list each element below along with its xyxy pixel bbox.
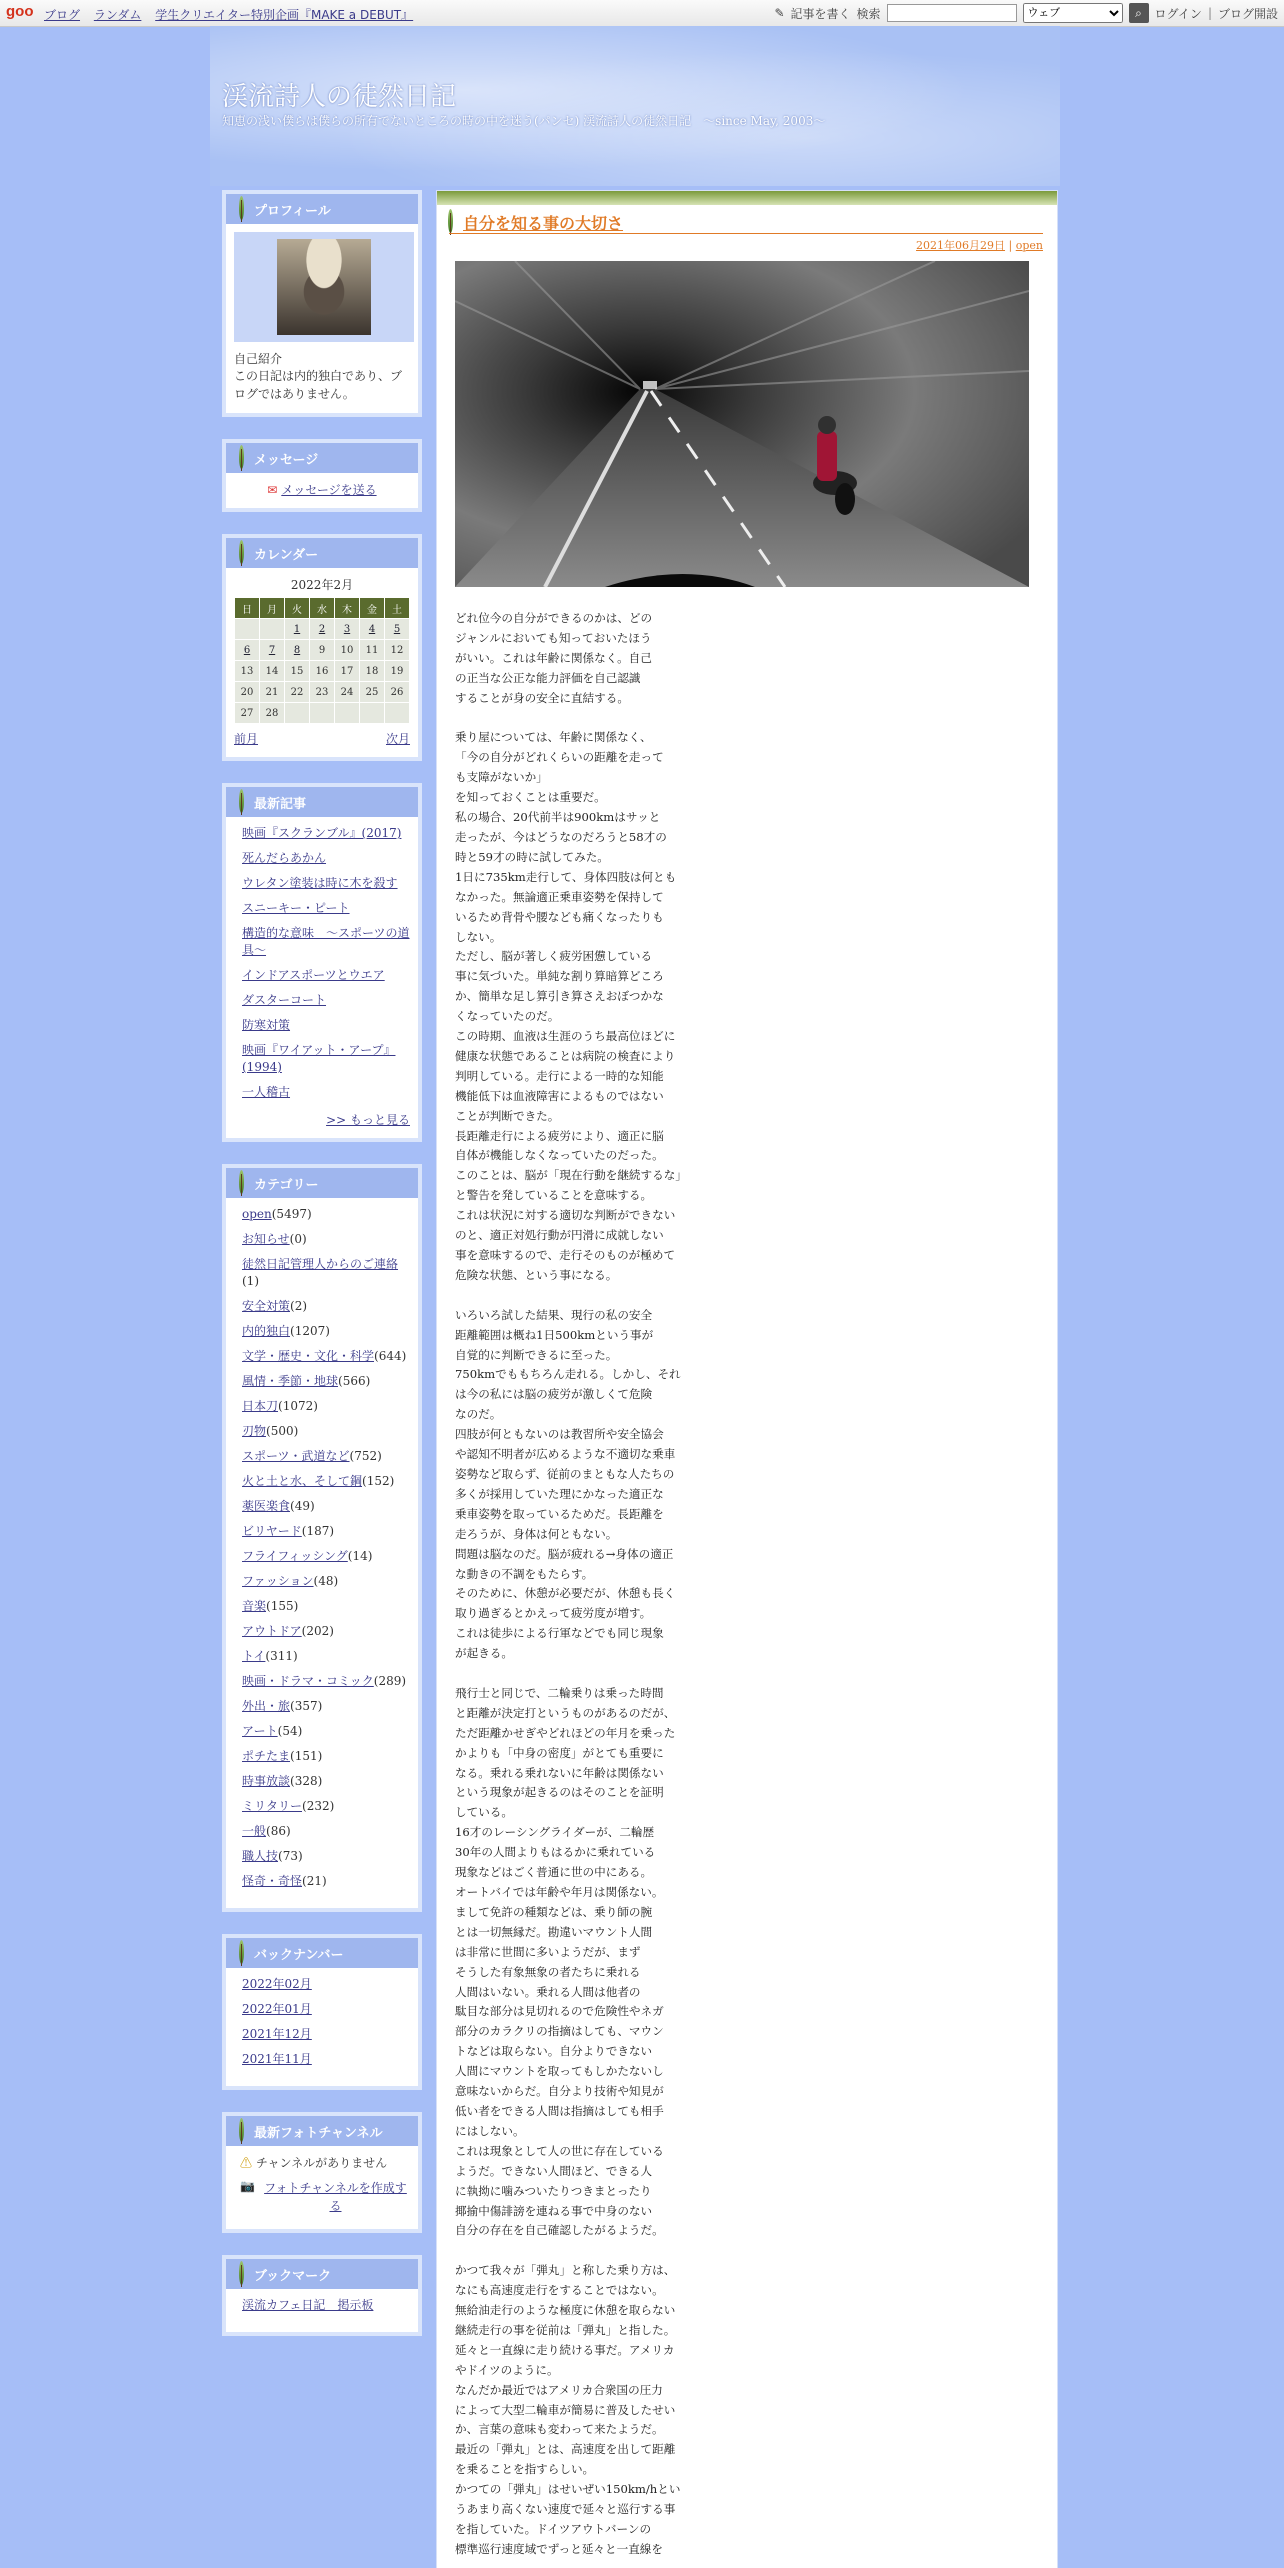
title-divider	[449, 233, 1043, 234]
category-count: (0)	[289, 1232, 307, 1246]
category-count: (289)	[373, 1674, 407, 1688]
recent-post-item	[242, 850, 410, 867]
category-link[interactable]: トイ	[242, 1649, 266, 1663]
recent-post-item	[242, 900, 410, 917]
category-item	[242, 1256, 410, 1290]
category-item	[242, 1573, 410, 1590]
category-link[interactable]: 薬医楽食	[242, 1499, 291, 1513]
category-link[interactable]: 怪奇・奇怪	[242, 1874, 303, 1888]
category-link[interactable]: 風情・季節・地球	[242, 1374, 339, 1388]
category-link[interactable]: アート	[242, 1724, 278, 1738]
category-item	[242, 1423, 410, 1440]
recent-post-item	[242, 925, 410, 959]
calendar-day: 15	[285, 661, 310, 682]
recent-post-link[interactable]: 防寒対策	[242, 1018, 291, 1032]
recent-heading	[226, 787, 418, 817]
leaf-icon	[236, 2118, 246, 2144]
profile-heading	[226, 194, 418, 224]
calendar-day[interactable]: 1	[285, 619, 310, 640]
recent-posts-box	[222, 783, 422, 1142]
recent-post-link[interactable]: ウレタン塗装は時に木を殺す	[242, 876, 398, 890]
category-item	[242, 1323, 410, 1340]
category-item	[242, 1373, 410, 1390]
calendar-day[interactable]: 6	[235, 640, 260, 661]
category-count: (500)	[266, 1424, 299, 1438]
camera-icon: 📷	[240, 2179, 255, 2193]
photochannel-heading	[226, 2116, 418, 2146]
backnumber-link[interactable]: 2021年11月	[242, 2052, 312, 2066]
message-box	[222, 439, 422, 512]
leaf-icon	[236, 1170, 246, 1196]
send-message-link[interactable]: メッセージを送る	[281, 483, 377, 497]
category-link[interactable]: 内的独白	[242, 1324, 291, 1338]
category-count: (1207)	[290, 1324, 330, 1338]
category-count: (54)	[277, 1724, 303, 1738]
category-link[interactable]: フライフィッシング	[242, 1549, 348, 1563]
category-count: (1)	[242, 1274, 259, 1288]
category-item	[242, 1231, 410, 1248]
calendar-day	[235, 619, 260, 640]
category-item	[242, 1798, 410, 1815]
calendar-day: 9	[310, 640, 335, 661]
category-link[interactable]: 外出・旅	[242, 1699, 291, 1713]
category-count: (328)	[290, 1774, 323, 1788]
calendar-day: 27	[235, 703, 260, 724]
recent-post-link[interactable]: 一人稽古	[242, 1085, 291, 1099]
weekday-header: 火	[285, 598, 310, 619]
category-count: (357)	[290, 1699, 323, 1713]
category-item	[242, 1298, 410, 1315]
top-actions	[774, 3, 1278, 23]
category-count: (311)	[265, 1649, 298, 1663]
separator: |	[1207, 6, 1212, 20]
category-count: (644)	[374, 1349, 407, 1363]
category-link[interactable]: 映画・ドラマ・コミック	[242, 1674, 374, 1688]
category-link[interactable]: アウトドア	[242, 1624, 302, 1638]
envelope-icon: ✉	[267, 483, 278, 497]
calendar-day[interactable]: 2	[310, 619, 335, 640]
post-body: どれ位今の自分ができるのかは、どの ジャンルにおいても知っておいたほう がいい。これは年齢に関係なく。自己 の正当な公正な能力評価を自己認識 することが身の安全に直結する。 乗り屋については、年齢に関係なく、 「今の自分がどれくらいの距離を走って も支障がないか」 を知っておくことは重要だ。 私の場合、20代前半は900kmはサッと 走ったが、今はどうなのだろうと58才の 時と59才の時に試してみた。 1日に735km走行して、身体四肢は何とも なかった。無論適正乗車姿勢を保持して いるため背骨や腰なども痛くなったりも しない。 ただし、脳が著しく疲労困憊している 事に気づいた。単純な割り算暗算どころ か、簡単な足し算引き算さえおぼつかな くなっていたのだ。 この時期、血液は生涯のうち最高位ほどに 健康な状態であることは病院の検査により 判明している。走行による一時的な知能 機能低下は血液障害によるものではない ことが判断できた。 長距離走行による疲労により、適正に脳 自体が機能しなくなっていたのだった。 このことは、脳が「現在行動を継続するな」 と警告を発していることを意味する。 これは状況に対する適切な判断ができない のと、適正対処行動が円滑に成就しない 事を意味するので、走行そのものが極めて 危険な状態、という事になる。 いろいろ試した結果、現行の私の安全 距離範囲は概ね1日500kmという事が 自覚的に判断できるに至った。 750kmでももちろん走れる。しかし、それ は今の私には脳の疲労が激しくて危険 なのだ。 四肢が何ともないのは教習所や安全協会 や認知不明者が広めるような不適切な乗車 姿勢など取らず、従前のまともな人たちの 多くが採用していた理にかなった適正な 乗車姿勢を取っているためだ。長距離を 走ろうが、身体は何ともない。 問題は脳なのだ。脳が疲れる→身体の適正 な動きの不調をもたらす。 そのために、休憩が必要だが、休憩も長く 取り過ぎるとかえって疲労度が増す。 これは徒歩による行軍などでも同じ現象 が起きる。 飛行士と同じで、二輪乗りは乗った時間 と距離が決定打というものがあるのだが、 ただ距離かせぎやどれほどの年月を乗った かよりも「中身の密度」がとても重要に なる。乗れる乗れないに年齢は関係ない という現象が起きるのはそのことを証明 している。 16才のレーシングライダーが、二輪歴 30年の人間よりもはるかに乗れている 現象などはごく普通に世の中にある。 オートバイでは年齢や年月は関係ない。 まして免許の種類などは、乗り師の腕 とは一切無縁だ。勘違いマウント人間 は非常に世間に多いようだが、まず そうした有象無象の者たちに乗れる 人間はいない。乗れる人間は他者の 駄目な部分は見切れるので危険性やネガ 部分のカラクリの指摘はしても、マウン トなどは取らない。自分よりできない 人間にマウントを取ってもしかたないし 意味ないからだ。自分より技術や知見が 低い者をできる人間は指摘はしても相手 にはしない。 これは現象として人の世に存在している ようだ。できない人間ほど、できる人 に執拗に噛みついたりつきまとったり 揶揄中傷誹謗を連ねる事で中身のない 自分の存在を自己確認したがるようだ。 かつて我々が「弾丸」と称した乗り方は、 なにも高速度走行をすることではない。 無給油走行のような極度に休憩を取らない 継続走行の事を従前は「弾丸」と指した。 延々と一直線に走り続ける事だ。アメリカ やドイツのように。 なんだか最近ではアメリカ合衆国の圧力 によって大型二輪車が簡易に普及したせい か、言葉の意味も変わって来たようだ。 最近の「弾丸」とは、高速度を出して距離 を乗ることを指すらしい。 かつての「弾丸」はせいぜい150km/hとい うあまり高くない速度で延々と巡行する事 を指していた。ドイツアウトバーンの 標準巡行速度域でずっと延々と一直線を	[455, 611, 687, 2556]
calendar-day: 22	[285, 682, 310, 703]
category-item	[242, 1773, 410, 1790]
category-item	[242, 1748, 410, 1765]
categories-heading	[226, 1168, 418, 1198]
post-article	[436, 190, 1058, 2568]
weekday-header: 金	[360, 598, 385, 619]
category-link[interactable]: ポチたま	[242, 1749, 291, 1763]
recent-post-item	[242, 1084, 410, 1101]
category-item	[242, 1673, 410, 1690]
profile-intro-link[interactable]: 自己紹介	[234, 352, 283, 366]
goo-logo[interactable]: goo	[6, 3, 34, 20]
weekday-header: 月	[260, 598, 285, 619]
calendar-day: 23	[310, 682, 335, 703]
recent-post-item	[242, 875, 410, 892]
calendar-day: 25	[360, 682, 385, 703]
calendar-day: 26	[385, 682, 410, 703]
recent-post-link[interactable]: 死んだらあかん	[242, 851, 327, 865]
leaf-icon	[445, 209, 455, 235]
profile-photo	[277, 239, 371, 335]
nav-random-link[interactable]: ランダム	[93, 8, 142, 22]
category-count: (86)	[266, 1824, 291, 1838]
meta-separator: |	[1005, 239, 1016, 252]
recent-post-item	[242, 825, 410, 842]
avatar[interactable]	[234, 232, 414, 342]
category-item	[242, 1523, 410, 1540]
calendar-box	[222, 534, 422, 761]
calendar-day[interactable]: 5	[385, 619, 410, 640]
category-link[interactable]: 文学・歴史・文化・科学	[242, 1349, 375, 1363]
category-link[interactable]: 日本刀	[242, 1399, 279, 1413]
search-label: 検索	[856, 6, 881, 21]
recent-post-item	[242, 967, 410, 984]
recent-post-item	[242, 992, 410, 1009]
calendar-day: 16	[310, 661, 335, 682]
calendar-day: 28	[260, 703, 285, 724]
calendar-day[interactable]: 7	[260, 640, 285, 661]
message-heading-text: メッセージ	[254, 452, 319, 468]
category-count: (187)	[301, 1524, 335, 1538]
category-link[interactable]: 火と土と水、そして鋼	[242, 1474, 363, 1488]
calendar-day: 17	[335, 661, 360, 682]
category-link[interactable]: 時事放談	[242, 1774, 291, 1788]
calendar-day[interactable]: 4	[360, 619, 385, 640]
backnumber-heading-text: バックナンバー	[254, 1947, 344, 1963]
recent-post-link[interactable]: 構造的な意味 ～スポーツの道具～	[242, 926, 410, 957]
nav-campaign-link[interactable]: 学生クリエイター特別企画『MAKE a DEBUT』	[155, 8, 414, 22]
tunnel-photo-svg	[455, 261, 1029, 587]
site-description: 知恵の浅い僕らは僕らの所有でないところの時の中を迷う(パンセ) 渓流詩人の徒然日記 ～since May, 2003～	[222, 114, 826, 128]
photochannel-heading-text: 最新フォトチャンネル	[254, 2125, 383, 2141]
category-link[interactable]: 音楽	[242, 1599, 267, 1613]
category-item	[242, 1648, 410, 1665]
weekday-header: 水	[310, 598, 335, 619]
calendar-month: 2022年2月	[290, 578, 354, 592]
post-top-band	[437, 191, 1057, 205]
calendar-day	[285, 703, 310, 724]
calendar-day: 18	[360, 661, 385, 682]
calendar-day: 12	[385, 640, 410, 661]
calendar-day: 21	[260, 682, 285, 703]
category-item	[242, 1448, 410, 1465]
category-count: (152)	[362, 1474, 395, 1488]
post-title[interactable]: 自分を知る事の大切さ	[463, 213, 624, 233]
category-item	[242, 1473, 410, 1490]
search-input[interactable]	[887, 4, 1017, 22]
calendar-day[interactable]: 8	[285, 640, 310, 661]
calendar-day	[335, 703, 360, 724]
bookmark-heading-text: ブックマーク	[254, 2268, 332, 2284]
category-link[interactable]: ミリタリー	[242, 1799, 303, 1813]
top-nav	[44, 6, 423, 23]
more-posts-link[interactable]: >> もっと見る	[326, 1113, 410, 1127]
categories-box	[222, 1164, 422, 1912]
calendar-table	[234, 597, 410, 724]
search-button[interactable]	[1129, 3, 1149, 23]
category-link[interactable]: ビリヤード	[242, 1524, 302, 1538]
weekday-header: 日	[235, 598, 260, 619]
category-link[interactable]: お知らせ	[242, 1232, 290, 1246]
post-meta	[916, 237, 1043, 253]
pencil-icon: ✎	[774, 6, 785, 20]
calendar-day	[260, 619, 285, 640]
bookmark-box	[222, 2255, 422, 2336]
search-scope-select[interactable]	[1023, 3, 1123, 23]
backnumber-item	[242, 1976, 410, 1993]
login-link[interactable]: ログイン	[1154, 6, 1202, 21]
recent-post-link[interactable]: 映画『スクランブル』(2017)	[242, 826, 402, 840]
recent-post-link[interactable]: スニーキー・ピート	[242, 901, 350, 915]
calendar-day: 20	[235, 682, 260, 703]
calendar-day	[385, 703, 410, 724]
category-link[interactable]: ファッション	[242, 1574, 314, 1588]
backnumber-item	[242, 2026, 410, 2043]
recent-post-link[interactable]: 映画『ワイアット・アープ』(1994)	[242, 1043, 396, 1074]
category-link[interactable]: 一般	[242, 1824, 267, 1838]
blog-open-link[interactable]: ブログ開設	[1217, 6, 1278, 21]
photochannel-box	[222, 2112, 422, 2233]
calendar-day: 19	[385, 661, 410, 682]
category-link[interactable]: 刃物	[242, 1424, 267, 1438]
backnumber-link[interactable]: 2022年02月	[242, 1977, 312, 1991]
message-heading	[226, 443, 418, 473]
backnumber-link[interactable]: 2021年12月	[242, 2027, 312, 2041]
calendar-day: 13	[235, 661, 260, 682]
top-toolbar	[0, 0, 1284, 27]
recent-post-link[interactable]: インドアスポーツとウエア	[242, 968, 385, 982]
sidebar	[222, 190, 422, 2358]
calendar-day: 10	[335, 640, 360, 661]
no-channel-text: チャンネルがありません	[255, 2156, 388, 2170]
category-item	[242, 1848, 410, 1865]
category-item	[242, 1823, 410, 1840]
category-item	[242, 1698, 410, 1715]
recent-post-item	[242, 1017, 410, 1034]
weekday-header: 土	[385, 598, 410, 619]
recent-heading-text: 最新記事	[254, 796, 307, 812]
category-count: (202)	[301, 1624, 334, 1638]
leaf-icon	[236, 789, 246, 815]
blog-header	[210, 26, 1060, 186]
calendar-day[interactable]: 3	[335, 619, 360, 640]
calendar-prev-link[interactable]: 前月	[234, 732, 259, 746]
calendar-heading	[226, 538, 418, 568]
leaf-icon	[236, 196, 246, 222]
bookmark-heading	[226, 2259, 418, 2289]
backnumber-link[interactable]: 2022年01月	[242, 2002, 312, 2016]
calendar-day: 14	[260, 661, 285, 682]
category-item	[242, 1498, 410, 1515]
post-category-link[interactable]: open	[1015, 239, 1043, 252]
category-item	[242, 1873, 410, 1890]
category-link[interactable]: open	[242, 1207, 272, 1221]
recent-post-link[interactable]: ダスターコート	[242, 993, 327, 1007]
leaf-icon	[236, 2261, 246, 2287]
create-channel-link[interactable]: フォトチャンネルを作成する	[264, 2181, 407, 2213]
category-item	[242, 1398, 410, 1415]
site-title[interactable]: 渓流詩人の徒然日記	[222, 82, 457, 112]
leaf-icon	[236, 540, 246, 566]
category-item	[242, 1723, 410, 1740]
backnumber-box	[222, 1934, 422, 2090]
category-count: (5497)	[271, 1207, 312, 1221]
category-item	[242, 1548, 410, 1565]
categories-heading-text: カテゴリー	[254, 1177, 319, 1193]
backnumber-item	[242, 2001, 410, 2018]
calendar-day: 24	[335, 682, 360, 703]
category-item	[242, 1348, 410, 1365]
post-photo-tunnel-motorcycle[interactable]	[455, 261, 1029, 587]
recent-post-item	[242, 1042, 410, 1076]
bookmark-link[interactable]: 渓流カフェ日記 掲示板	[242, 2298, 374, 2312]
category-count: (49)	[290, 1499, 315, 1513]
profile-heading-text: プロフィール	[254, 203, 331, 219]
category-link[interactable]: 徒然日記管理人からのご連絡	[242, 1257, 399, 1271]
category-count: (752)	[349, 1449, 382, 1463]
category-count: (232)	[302, 1799, 335, 1813]
backnumber-item	[242, 2051, 410, 2068]
calendar-next-link[interactable]: 次月	[385, 732, 410, 746]
leaf-icon	[236, 1940, 246, 1966]
backnumber-heading	[226, 1938, 418, 1968]
category-item	[242, 1623, 410, 1640]
category-link[interactable]: 職人技	[242, 1849, 279, 1863]
category-item	[242, 1598, 410, 1615]
category-count: (151)	[290, 1749, 323, 1763]
category-count: (566)	[338, 1374, 371, 1388]
category-count: (48)	[313, 1574, 339, 1588]
nav-blog-link[interactable]: ブログ	[44, 8, 81, 22]
post-date[interactable]: 2021年06月29日	[916, 239, 1006, 252]
calendar-day: 11	[360, 640, 385, 661]
category-link[interactable]: スポーツ・武道など	[242, 1449, 350, 1463]
category-count: (2)	[290, 1299, 308, 1313]
category-item	[242, 1206, 410, 1223]
profile-intro-text: この日記は内的独白であり、ブログではありません。	[234, 369, 403, 401]
search-icon: ⌕	[1135, 5, 1142, 20]
profile-box	[222, 190, 422, 417]
category-link[interactable]: 安全対策	[242, 1299, 291, 1313]
category-count: (73)	[278, 1849, 303, 1863]
weekday-header: 木	[335, 598, 360, 619]
warning-icon: ⚠	[240, 2156, 253, 2170]
write-post-link[interactable]: 記事を書く	[790, 6, 851, 21]
category-count: (1072)	[278, 1399, 318, 1413]
category-count: (14)	[347, 1549, 373, 1563]
leaf-icon	[236, 445, 246, 471]
category-count: (155)	[266, 1599, 299, 1613]
calendar-heading-text: カレンダー	[254, 547, 319, 563]
calendar-day	[310, 703, 335, 724]
category-count: (21)	[302, 1874, 327, 1888]
calendar-day	[360, 703, 385, 724]
